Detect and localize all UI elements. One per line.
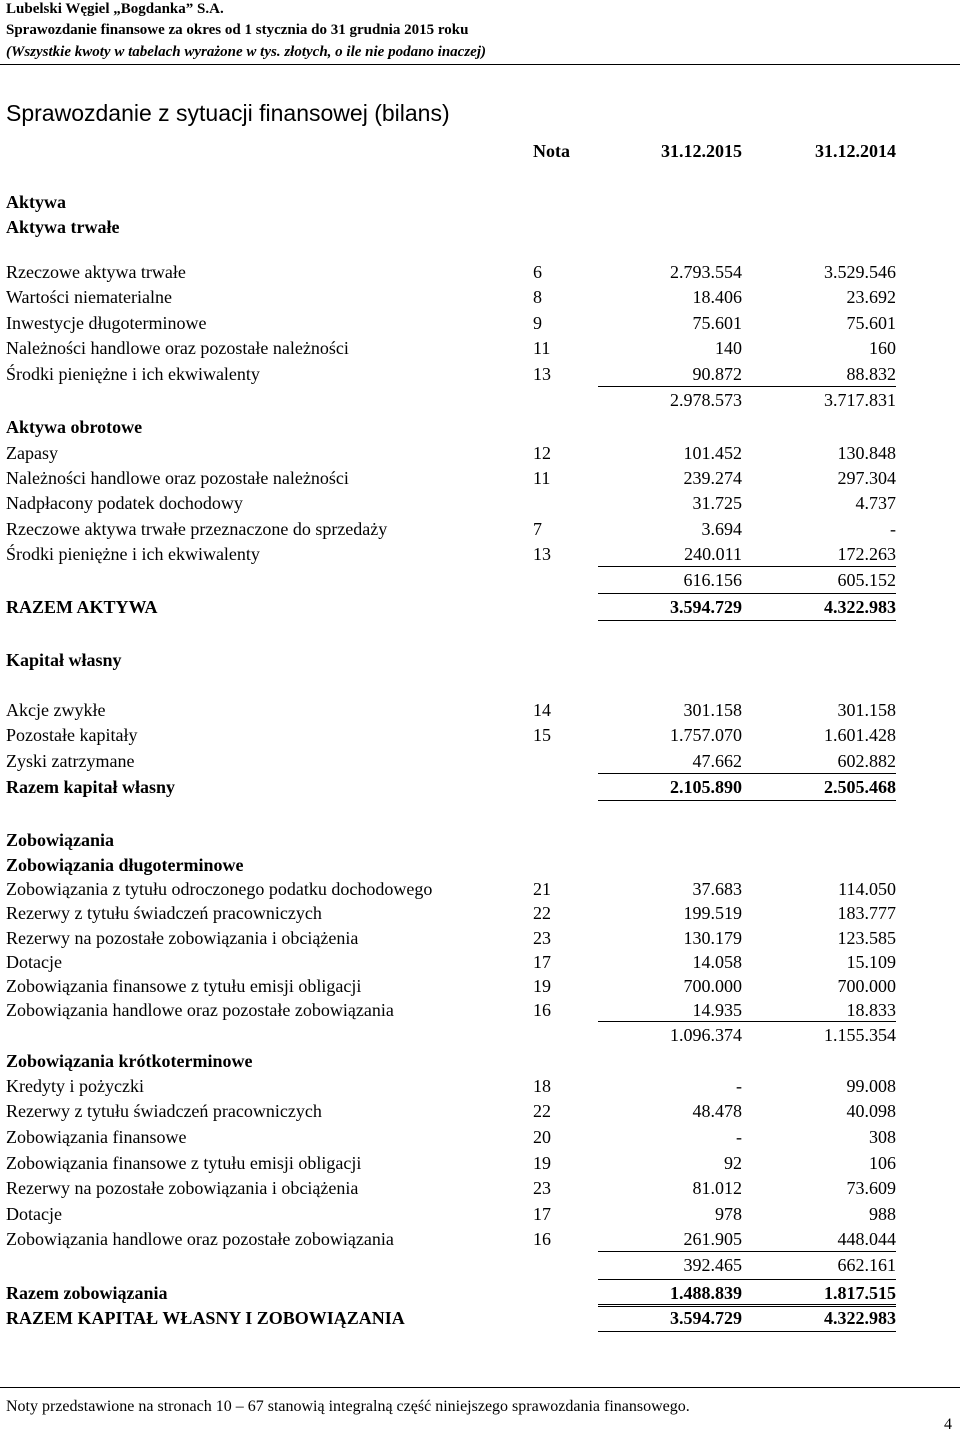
table-row: [0, 748, 960, 774]
row-value-2014: 88.832: [846, 364, 896, 384]
row-value-2015: 48.478: [692, 1101, 742, 1121]
table-row: [0, 465, 960, 491]
table-row: [0, 900, 960, 926]
header-divider: [0, 64, 960, 65]
table-row: [0, 1124, 960, 1150]
row-nota: 16: [533, 1000, 551, 1020]
row-label: Zobowiązania z tytułu odroczonego podatku dochodowego: [6, 879, 433, 899]
row-label: Zobowiązania handlowe oraz pozostałe zobowiązania: [6, 1000, 394, 1020]
table-row: [0, 387, 960, 413]
row-label: Zobowiązania finansowe z tytułu emisji obligacji: [6, 1153, 362, 1173]
table-row: [0, 827, 960, 853]
table-row: [0, 259, 960, 285]
table-row: [0, 774, 960, 800]
row-value-2015: 392.465: [683, 1255, 742, 1275]
row-value-2015: 616.156: [683, 570, 742, 590]
table-row: [0, 414, 960, 440]
row-label: Rezerwy z tytułu świadczeń pracowniczych: [6, 1101, 322, 1121]
row-value-2015: 37.683: [692, 879, 742, 899]
table-row: [0, 997, 960, 1023]
row-label: Pozostałe kapitały: [6, 725, 138, 745]
row-nota: 22: [533, 1101, 551, 1121]
row-value-2014: 23.692: [846, 287, 896, 307]
total-underline: [598, 593, 896, 594]
row-value-2015: 81.012: [692, 1178, 742, 1198]
row-label: Wartości niematerialne: [6, 287, 172, 307]
row-value-2014: 448.044: [837, 1229, 896, 1249]
table-row: [0, 594, 960, 620]
page-number: 4: [944, 1416, 952, 1433]
table-row: [0, 722, 960, 748]
table-row: [0, 1305, 960, 1331]
table-row: [0, 697, 960, 723]
row-label: Rzeczowe aktywa trwałe przeznaczone do sprzedaży: [6, 519, 388, 539]
row-value-2014: 602.882: [837, 751, 896, 771]
row-value-2014: 2.505.468: [824, 777, 896, 797]
row-value-2014: 99.008: [846, 1076, 896, 1096]
row-label: Akcje zwykłe: [6, 700, 106, 720]
row-value-2014: 1.155.354: [824, 1025, 896, 1045]
row-value-2015: 90.872: [692, 364, 742, 384]
total-underline: [598, 1304, 896, 1305]
table-row: [0, 1022, 960, 1048]
row-value-2014: 700.000: [837, 976, 896, 996]
table-row: [0, 335, 960, 361]
row-value-2014: 75.601: [846, 313, 896, 333]
row-value-2015: 101.452: [683, 443, 742, 463]
row-nota: 21: [533, 879, 551, 899]
column-header-nota: Nota: [533, 141, 570, 161]
total-underline: [598, 1021, 896, 1022]
row-value-2015: -: [736, 1076, 742, 1096]
row-value-2015: 301.158: [683, 700, 742, 720]
row-value-2014: 1.817.515: [824, 1283, 896, 1303]
row-value-2014: 114.050: [838, 879, 896, 899]
row-nota: 19: [533, 1153, 551, 1173]
total-underline: [598, 1279, 896, 1280]
row-label: Aktywa: [6, 192, 67, 212]
row-value-2015: 3.594.729: [670, 1308, 742, 1328]
row-label: Dotacje: [6, 1204, 62, 1224]
row-nota: 15: [533, 725, 551, 745]
row-nota: 9: [533, 313, 542, 333]
header-company: Lubelski Węgiel „Bogdanka” S.A.: [6, 1, 224, 17]
header-period: Sprawozdanie finansowe za okres od 1 stycznia do 31 grudnia 2015 roku: [6, 22, 469, 38]
row-nota: 23: [533, 1178, 551, 1198]
row-nota: 12: [533, 443, 551, 463]
table-row: [0, 647, 960, 673]
row-nota: 7: [533, 519, 542, 539]
row-nota: 16: [533, 1229, 551, 1249]
row-value-2015: 14.058: [692, 952, 742, 972]
row-value-2014: 123.585: [837, 928, 896, 948]
row-label: Zobowiązania finansowe: [6, 1127, 187, 1147]
row-value-2014: 40.098: [846, 1101, 896, 1121]
row-value-2014: 4.322.983: [824, 597, 896, 617]
row-label: Razem kapitał własny: [6, 777, 176, 797]
table-row: [0, 516, 960, 542]
row-value-2015: 3.594.729: [670, 597, 742, 617]
row-value-2014: 3.529.546: [824, 262, 896, 282]
row-value-2015: 2.793.554: [670, 262, 742, 282]
row-value-2014: 18.833: [846, 1000, 896, 1020]
row-label: Zobowiązania: [6, 830, 115, 850]
row-label: Środki pieniężne i ich ekwiwalenty: [6, 364, 260, 384]
total-underline: [598, 800, 896, 801]
total-underline: [598, 566, 896, 567]
column-header-2015: 31.12.2015: [661, 141, 742, 161]
row-nota: 6: [533, 262, 542, 282]
row-value-2015: 47.662: [692, 751, 742, 771]
row-value-2014: 3.717.831: [824, 390, 896, 410]
row-value-2014: 73.609: [846, 1178, 896, 1198]
table-row: [0, 567, 960, 593]
row-nota: 18: [533, 1076, 551, 1096]
row-nota: 19: [533, 976, 551, 996]
table-row: [0, 490, 960, 516]
column-header-2014: 31.12.2014: [815, 141, 896, 161]
table-row: [0, 973, 960, 999]
row-label: Rezerwy na pozostałe zobowiązania i obciążenia: [6, 1178, 359, 1198]
row-value-2015: 1.488.839: [670, 1283, 742, 1303]
row-value-2015: 31.725: [692, 493, 742, 513]
row-label: Rezerwy na pozostałe zobowiązania i obciążenia: [6, 928, 359, 948]
table-row: [0, 361, 960, 387]
row-value-2015: 3.694: [701, 519, 742, 539]
row-label: Zobowiązania długoterminowe: [6, 855, 244, 875]
row-value-2014: -: [890, 519, 896, 539]
row-value-2015: 978: [715, 1204, 742, 1224]
row-label: Kredyty i pożyczki: [6, 1076, 144, 1096]
row-value-2015: 130.179: [683, 928, 742, 948]
row-label: RAZEM AKTYWA: [6, 597, 158, 617]
row-label: Razem zobowiązania: [6, 1283, 168, 1303]
row-value-2015: 700.000: [683, 976, 742, 996]
table-row: [0, 1226, 960, 1252]
table-row: [0, 1175, 960, 1201]
row-label: RAZEM KAPITAŁ WŁASNY I ZOBOWIĄZANIA: [6, 1308, 405, 1328]
total-underline: [598, 1331, 896, 1332]
row-nota: 11: [533, 468, 551, 488]
row-value-2014: 130.848: [837, 443, 896, 463]
table-row: [0, 189, 960, 215]
row-nota: 17: [533, 952, 551, 972]
row-nota: 23: [533, 928, 551, 948]
total-underline: [598, 386, 896, 387]
row-value-2014: 308: [869, 1127, 896, 1147]
row-value-2014: 4.737: [855, 493, 896, 513]
row-nota: 13: [533, 364, 551, 384]
row-label: Dotacje: [6, 952, 62, 972]
row-value-2014: 301.158: [837, 700, 896, 720]
row-value-2015: 14.935: [692, 1000, 742, 1020]
table-row: [0, 1048, 960, 1074]
row-nota: 8: [533, 287, 542, 307]
row-value-2015: -: [736, 1127, 742, 1147]
row-value-2015: 1.096.374: [670, 1025, 742, 1045]
row-value-2015: 1.757.070: [670, 725, 742, 745]
row-nota: 20: [533, 1127, 551, 1147]
row-label: Aktywa obrotowe: [6, 417, 143, 437]
row-nota: 14: [533, 700, 551, 720]
row-nota: 17: [533, 1204, 551, 1224]
row-value-2014: 605.152: [837, 570, 896, 590]
row-value-2014: 988: [869, 1204, 896, 1224]
row-value-2014: 4.322.983: [824, 1308, 896, 1328]
row-label: Zobowiązania krótkoterminowe: [6, 1051, 253, 1071]
row-value-2015: 2.978.573: [670, 390, 742, 410]
table-row: [0, 1201, 960, 1227]
row-value-2015: 239.274: [683, 468, 742, 488]
row-value-2015: 240.011: [684, 544, 742, 564]
row-value-2014: 15.109: [846, 952, 896, 972]
table-row: [0, 949, 960, 975]
row-value-2015: 261.905: [683, 1229, 742, 1249]
row-label: Rezerwy z tytułu świadczeń pracowniczych: [6, 903, 322, 923]
table-row: [0, 310, 960, 336]
row-label: Zapasy: [6, 443, 58, 463]
row-value-2014: 662.161: [837, 1255, 896, 1275]
row-label: Należności handlowe oraz pozostałe należności: [6, 338, 349, 358]
row-value-2014: 1.601.428: [824, 725, 896, 745]
total-underline: [598, 620, 896, 621]
table-row: [0, 876, 960, 902]
row-value-2014: 297.304: [837, 468, 896, 488]
header-note: (Wszystkie kwoty w tabelach wyrażone w tys. złotych, o ile nie podano inaczej): [6, 44, 486, 60]
row-label: Aktywa trwałe: [6, 217, 120, 237]
row-nota: 22: [533, 903, 551, 923]
row-value-2015: 75.601: [692, 313, 742, 333]
row-nota: 11: [533, 338, 551, 358]
row-label: Zobowiązania handlowe oraz pozostałe zobowiązania: [6, 1229, 394, 1249]
table-row: [0, 1073, 960, 1099]
total-underline: [598, 1251, 896, 1252]
row-label: Środki pieniężne i ich ekwiwalenty: [6, 544, 260, 564]
row-value-2015: 2.105.890: [670, 777, 742, 797]
table-row: [0, 440, 960, 466]
page-title: Sprawozdanie z sytuacji finansowej (bilans): [6, 100, 450, 126]
row-value-2014: 183.777: [837, 903, 896, 923]
table-row: [0, 284, 960, 310]
table-row: [0, 925, 960, 951]
footer-note: Noty przedstawione na stronach 10 – 67 stanowią integralną część niniejszego sprawozdania finansowego.: [6, 1398, 690, 1415]
row-label: Kapitał własny: [6, 650, 122, 670]
table-row: [0, 1280, 960, 1306]
row-value-2014: 172.263: [837, 544, 896, 564]
table-row: [0, 214, 960, 240]
table-row: [0, 541, 960, 567]
total-underline: [598, 773, 896, 774]
row-label: Zobowiązania finansowe z tytułu emisji obligacji: [6, 976, 362, 996]
row-value-2015: 18.406: [692, 287, 742, 307]
footer-divider: [0, 1387, 960, 1388]
row-label: Rzeczowe aktywa trwałe: [6, 262, 186, 282]
total-underline: [598, 1306, 896, 1307]
table-row: [0, 1252, 960, 1278]
row-value-2015: 140: [715, 338, 742, 358]
row-nota: 13: [533, 544, 551, 564]
row-value-2015: 199.519: [683, 903, 742, 923]
table-row: [0, 1098, 960, 1124]
table-row: [0, 1150, 960, 1176]
row-label: Należności handlowe oraz pozostałe należności: [6, 468, 349, 488]
row-label: Nadpłacony podatek dochodowy: [6, 493, 243, 513]
row-value-2015: 92: [724, 1153, 742, 1173]
table-row: [0, 852, 960, 878]
row-label: Zyski zatrzymane: [6, 751, 135, 771]
row-label: Inwestycje długoterminowe: [6, 313, 207, 333]
row-value-2014: 106: [869, 1153, 896, 1173]
row-value-2014: 160: [869, 338, 896, 358]
